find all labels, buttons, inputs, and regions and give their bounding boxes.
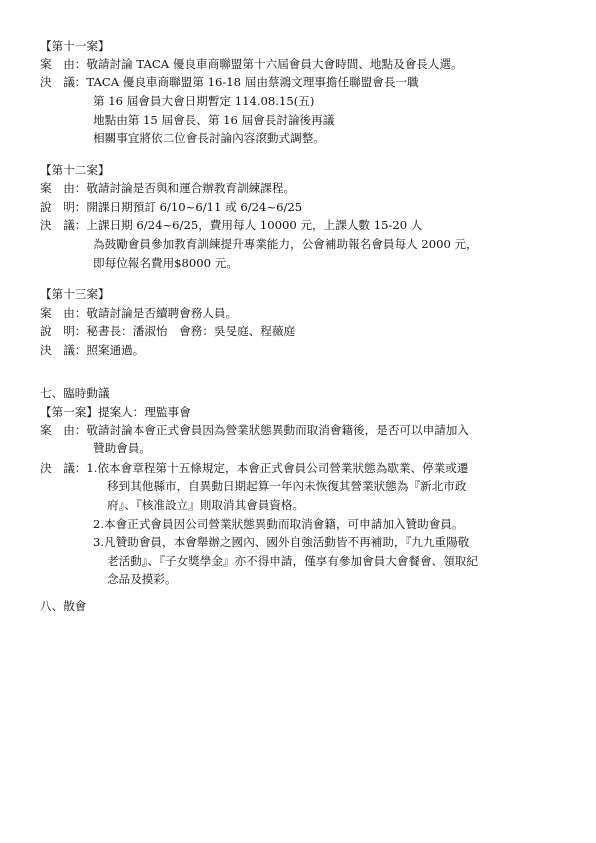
case-11-resolution-line: 第 16 屆會員大會日期暫定 114.08.15(五) [93,94,315,108]
case-11-topic: 案 由：敬請討論 TACA 優良車商聯盟第十六屆會員大會時間、地點及會長人選。 [40,57,463,71]
case-12-resolution-line: 決 議：上課日期 6/24~6/25，費用每人 10000 元，上課人數 15-20 人 [40,218,423,232]
section-7-resolution-line: 念品及摸彩。 [107,572,177,586]
case-12-topic: 案 由：敬請討論是否與和運合辦教育訓練課程。 [40,181,296,195]
case-11-resolution-line: 地點由第 15 屆會長、第 16 屆會長討論後再議 [93,113,335,127]
section-7-resolution-line: 老活動』、『子女獎學金』亦不得申請，僅享有參加會員大會餐會、領取紀 [107,554,478,568]
case-13-topic: 案 由：敬請討論是否續聘會務人員。 [40,306,238,320]
section-7-resolution-line: 移到其他縣市，自異動日期起算一年內未恢復其營業狀態為『新北市政 [107,479,467,493]
section-7-topic-line: 贊助會員。 [93,441,151,455]
section-7-case-1-heading: 【第一案】提案人：理監事會 [40,405,191,419]
case-12-resolution-line: 即每位報名費用$8000 元。 [93,256,238,270]
case-13-heading: 【第十三案】 [40,287,110,301]
case-12-explanation: 說 明：開課日期預訂 6/10~6/11 或 6/24~6/25 [40,200,303,214]
case-11-heading: 【第十一案】 [40,39,110,53]
section-7-resolution-line: 決 議：1.依本會章程第十五條規定，本會正式會員公司營業狀態為歇業、停業或遷 [40,461,469,475]
case-12-heading: 【第十二案】 [40,163,110,177]
section-7-resolution-line: 府』、『核准設立』則取消其會員資格。 [107,498,305,512]
case-11-resolution-line: 相關事宜將依二位會長討論內容滾動式調整。 [93,131,325,145]
section-7-topic-line: 案 由：敬請討論本會正式會員因為營業狀態異動而取消會籍後，是否可以申請加入 [40,423,469,437]
case-13-resolution: 決 議：照案通過。 [40,343,145,357]
section-7-resolution-line: 2.本會正式會員因公司營業狀態異動而取消會籍，可申請加入贊助會員。 [93,517,464,531]
case-13-explanation: 說 明：秘書長：潘淑怡 會務：吳旻庭、程薇庭 [40,324,296,338]
section-7-resolution-line: 3.凡贊助會員，本會舉辦之國內、國外自強活動皆不再補助，『九九重陽敬 [93,535,470,549]
section-8-heading: 八、散會 [40,599,87,613]
case-11-resolution-line: 決 議：TACA 優良車商聯盟第 16-18 屆由蔡鴻文理事擔任聯盟會長一職 [40,75,419,89]
section-7-heading: 七、臨時動議 [40,386,110,400]
case-12-resolution-line: 為鼓勵會員參加教育訓練提升專業能力，公會補助報名會員每人 2000 元， [93,237,478,251]
